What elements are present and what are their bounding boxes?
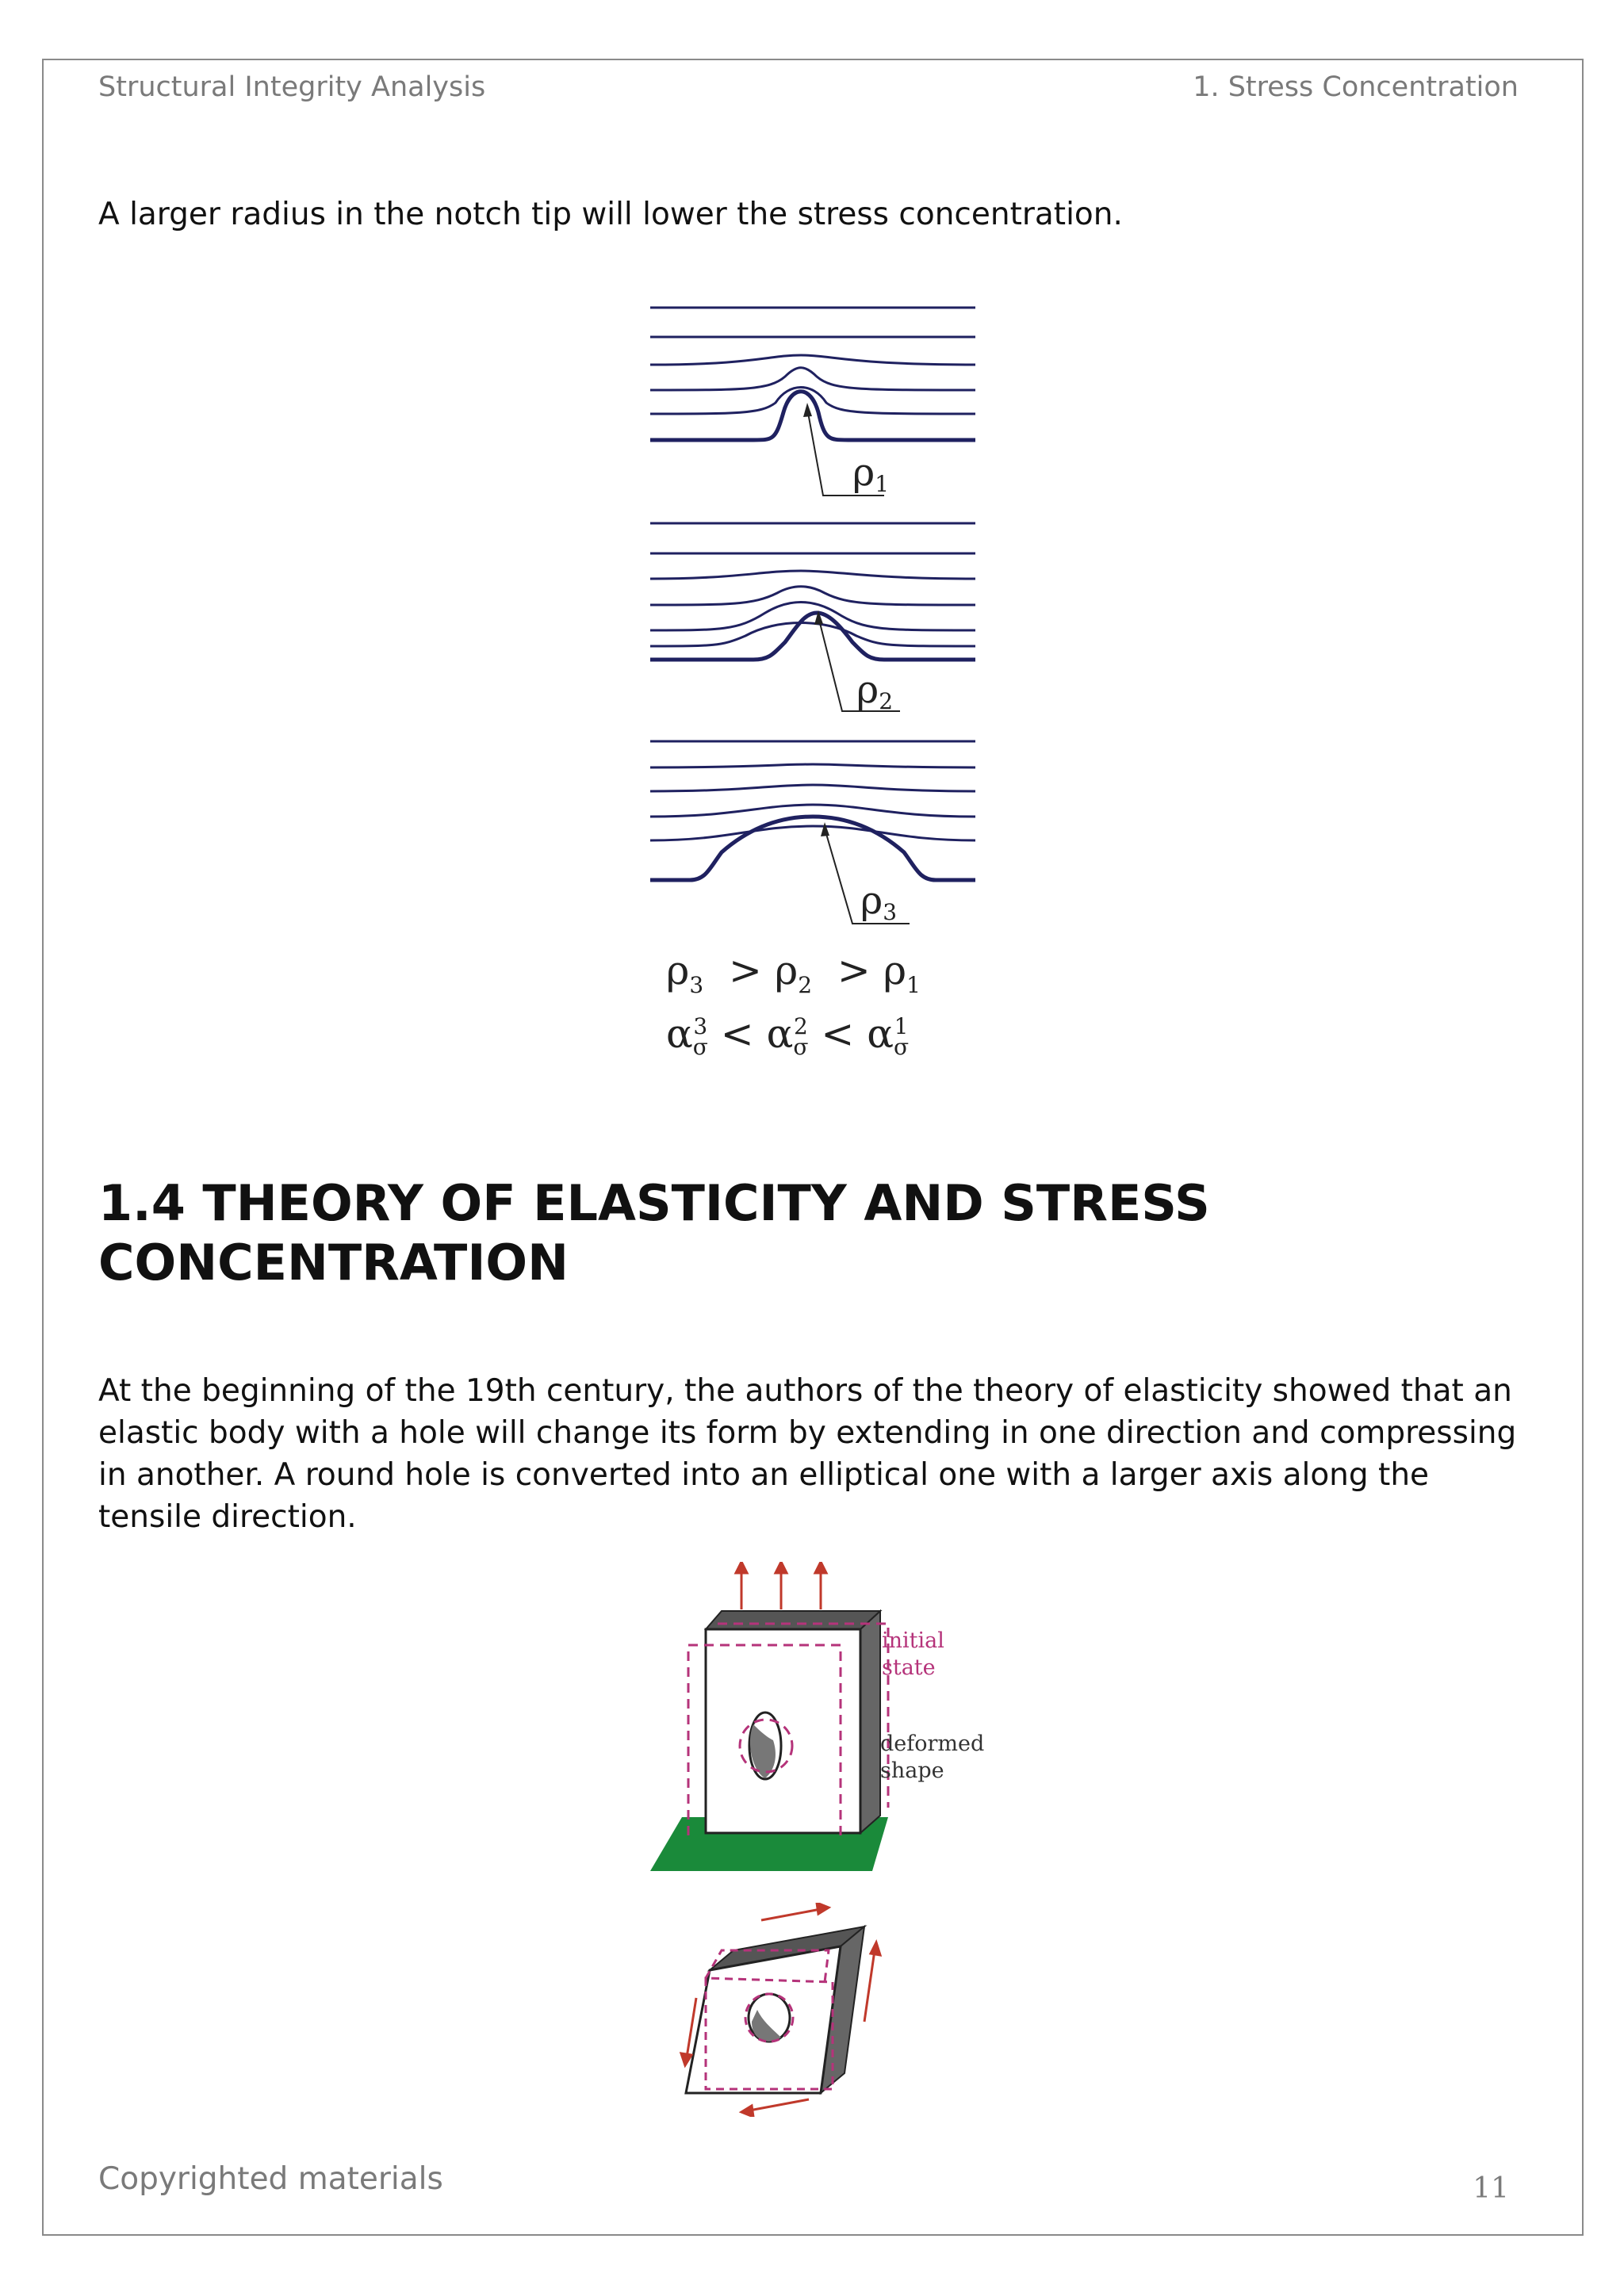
rho-1-label: ρ1: [852, 450, 890, 497]
notch-3-streamlines: [650, 741, 975, 840]
block-front: [706, 1629, 860, 1833]
section-heading: 1.4 THEORY OF ELASTICITY AND STRESS CONCENTRATION: [98, 1174, 1210, 1292]
footer-copyright: Copyrighted materials: [98, 2161, 443, 2197]
rho-3-label: ρ3: [860, 878, 898, 925]
running-header-left: Structural Integrity Analysis: [98, 71, 486, 103]
shear-deformation-figure: [674, 1903, 896, 2117]
running-header-right: 1. Stress Concentration: [1193, 71, 1519, 103]
radius-relations: [666, 947, 983, 1086]
label-deformed: deformed: [880, 1732, 985, 1756]
rho-inequality: $\rho_3 > \rho_2 > \rho_1$: [666, 947, 921, 998]
intro-text: A larger radius in the notch tip will lower the stress concentration.: [98, 197, 1123, 232]
page-number: 11: [1473, 2172, 1509, 2205]
notch-2-streamlines: [650, 523, 975, 646]
body-paragraph: At the beginning of the 19th century, the authors of the theory of elasticity showed that an elastic body with a hole will change its form by extending in one direction and compressing in another. A round hole is converted into an elliptical one with a larger axis along the tensile direction.: [98, 1373, 1517, 1535]
label-initial: initial: [882, 1628, 944, 1653]
notch-1-boundary: [650, 392, 975, 440]
alpha-inequality: α3 σ < α2 σ < α1 σ: [666, 1011, 910, 1060]
notch-2-boundary: [650, 613, 975, 660]
label-shape: shape: [880, 1758, 944, 1783]
notch-streamline-figure: [634, 293, 999, 943]
tension-deformation-figure: [634, 1562, 1015, 1887]
rho-2-label: ρ2: [856, 668, 894, 714]
label-state: state: [882, 1655, 936, 1680]
